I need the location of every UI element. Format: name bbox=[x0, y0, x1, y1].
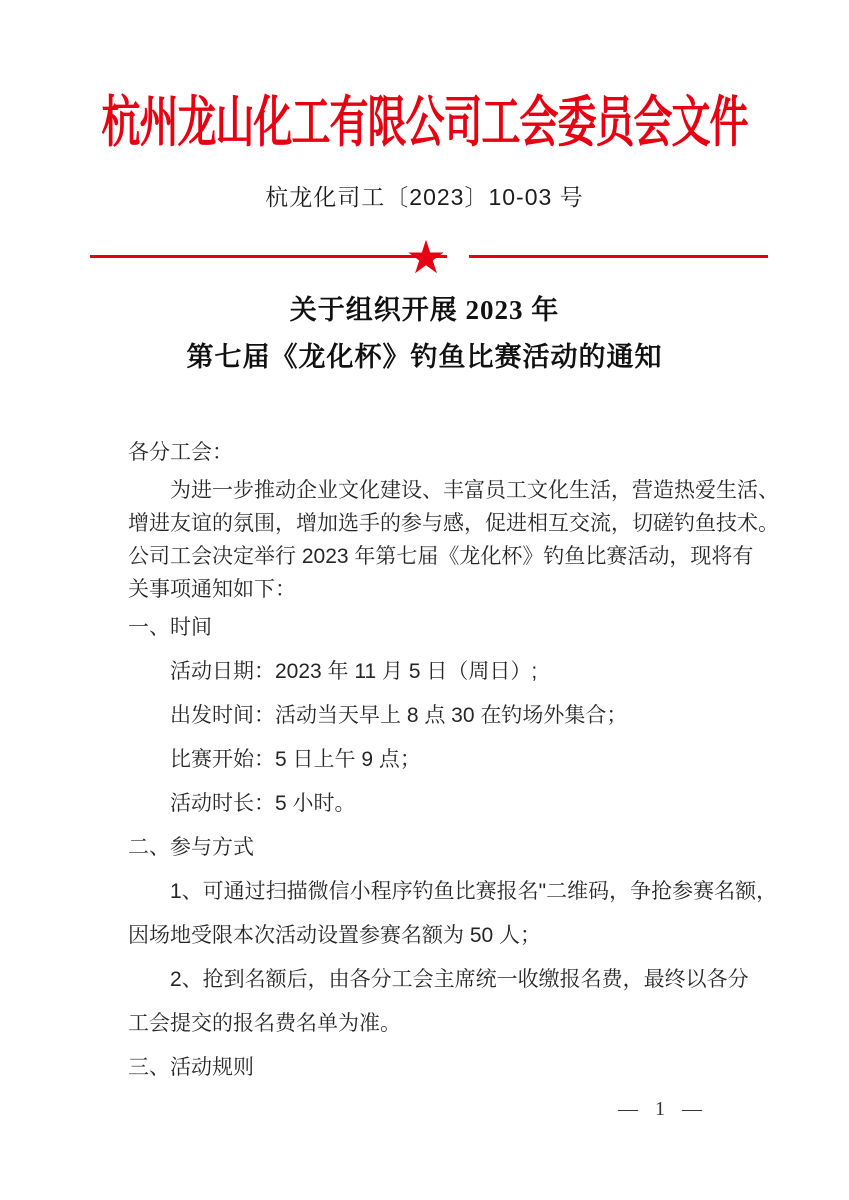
section-heading-rules: 三、活动规则 bbox=[128, 1056, 254, 1079]
body-line-activity-duration: 活动时长：5 小时。 bbox=[170, 792, 356, 815]
intro-line: 公司工会决定举行 2023 年第七届《龙化杯》钓鱼比赛活动，现将有 bbox=[128, 545, 754, 568]
notice-title-line1: 关于组织开展 2023 年 bbox=[289, 295, 560, 325]
body-lines bbox=[128, 606, 778, 1090]
body-line-competition-start: 比赛开始：5 日上午 9 点； bbox=[170, 748, 421, 771]
notice-title-line2: 第七届《龙化杯》钓鱼比赛活动的通知 bbox=[186, 342, 663, 372]
letterhead-title bbox=[0, 90, 849, 158]
body-line-fee-2: 工会提交的报名费名单为准。 bbox=[128, 1012, 401, 1035]
page-number: — 1 — bbox=[618, 1098, 708, 1120]
body-line-activity-date: 活动日期：2023 年 11 月 5 日（周日）; bbox=[170, 660, 538, 683]
document-body bbox=[128, 436, 779, 1090]
intro-line: 关事项通知如下： bbox=[128, 578, 296, 601]
intro-line: 增进友谊的氛围，增加选手的参与感，促进相互交流，切磋钓鱼技术。 bbox=[128, 512, 779, 535]
document-number: 杭龙化司工〔2023〕10-03 号 bbox=[265, 184, 584, 210]
body-line-fee-1: 2、抢到名额后，由各分工会主席统一收缴报名费，最终以各分 bbox=[170, 968, 749, 991]
section-heading-participation: 二、参与方式 bbox=[128, 836, 254, 859]
body-line-departure-time: 出发时间：活动当天早上 8 点 30 在钓场外集合； bbox=[170, 704, 628, 727]
letterhead-title-text: 杭州龙山化工有限公司工会委员会文件 bbox=[101, 92, 748, 154]
rule-right-line bbox=[469, 255, 768, 258]
intro-paragraph bbox=[128, 474, 779, 606]
section-heading-time: 一、时间 bbox=[128, 616, 212, 639]
intro-line: 为进一步推动企业文化建设、丰富员工文化生活，营造热爱生活、 bbox=[170, 479, 779, 502]
notice-title bbox=[0, 287, 849, 381]
letterhead-rule bbox=[0, 230, 849, 284]
body-line-signup-2: 因场地受限本次活动设置参赛名额为 50 人； bbox=[128, 924, 542, 947]
red-star-icon: ★ bbox=[405, 230, 447, 284]
body-line-signup-1: 1、可通过扫描微信小程序钓鱼比赛报名"二维码，争抢参赛名额， bbox=[170, 880, 778, 903]
rule-left-line bbox=[90, 255, 447, 258]
salutation: 各分工会： bbox=[128, 441, 233, 464]
